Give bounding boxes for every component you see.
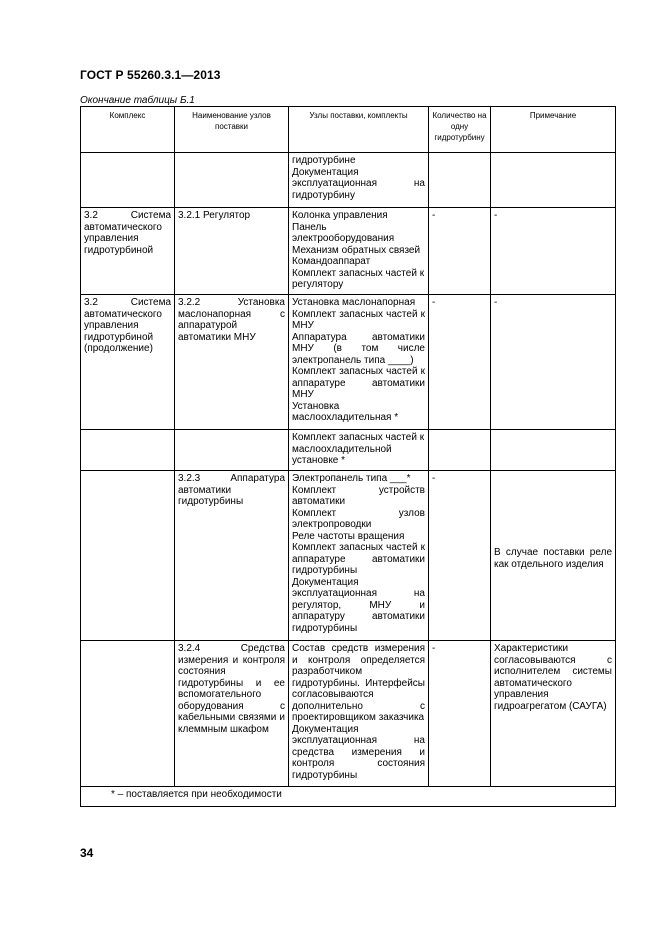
cell-quantity: [429, 153, 491, 208]
cell-items: [289, 430, 429, 471]
item-line: Документация эксплуатационная на средства измерения и контроля состояния гидротурбины: [292, 723, 425, 781]
cell-items: [289, 295, 429, 430]
footnote-row: [81, 787, 616, 807]
item-line: Комплект устройств автоматики: [292, 484, 425, 507]
cell-node: 3.2.1 Регулятор: [175, 208, 289, 295]
item-line: Механизм обратных связей: [292, 244, 421, 256]
cell-items: [289, 471, 429, 641]
item-line: Комплект запасных частей к МНУ: [292, 308, 425, 331]
item-line: Панель электрооборудования: [292, 221, 395, 244]
item-line: Командоаппарат: [292, 256, 371, 267]
column-header-complex: Комплекс: [81, 107, 175, 153]
cell-quantity: [429, 430, 491, 471]
item-line: Установка маслоохладительная *: [292, 400, 399, 423]
cell-complex: [81, 153, 175, 208]
cell-note: В случае поставки реле как отдельного изделия: [491, 471, 616, 641]
table-row: [81, 430, 616, 471]
cell-node: 3.2.2 Установка маслонапорная с аппаратурой автоматики МНУ: [175, 295, 289, 430]
cell-items: [289, 208, 429, 295]
item-line: Документация эксплуатационная на гидротурбину: [292, 166, 425, 201]
cell-node: 3.2.4 Средства измерения и контроля состояния гидротурбины и ее вспомогательного оборудования с кабельными связями и клеммным шкафом: [175, 641, 289, 787]
item-line: Реле частоты вращения: [292, 530, 405, 542]
cell-quantity: -: [429, 641, 491, 787]
cell-note: Характеристики согласовываются с исполнителем системы автоматического управления гидроагрегатом (САУГА): [491, 641, 616, 787]
footnote: * – поставляется при необходимости: [81, 787, 616, 807]
item-line: Комплект запасных частей к маслоохладительной установке *: [292, 432, 425, 466]
cell-complex: [81, 471, 175, 641]
cell-quantity: -: [429, 295, 491, 430]
item-line: Комплект запасных частей к аппаратуре автоматики гидротурбины: [292, 542, 425, 576]
column-header-quantity: Количество на одну гидротурбину: [429, 107, 491, 153]
column-header-note: Примечание: [491, 107, 616, 153]
item-line: Электропанель типа ___*: [292, 473, 411, 484]
cell-complex: [81, 641, 175, 787]
item-line: Колонка управления: [292, 210, 388, 221]
table-row: [81, 295, 616, 430]
table-row: [81, 153, 616, 208]
item-line: Установка маслонапорная: [292, 297, 416, 308]
item-line: Комплект узлов электропроводки: [292, 507, 425, 530]
cell-note: -: [491, 295, 616, 430]
item-line: Документация эксплуатационная на регулятор, МНУ и аппаратуру автоматики гидротурбины: [292, 576, 425, 634]
cell-quantity: -: [429, 471, 491, 641]
cell-node: [175, 430, 289, 471]
cell-node: [175, 153, 289, 208]
cell-complex: 3.2 Система автоматического управления гидротурбиной: [81, 208, 175, 295]
item-line: Комплект запасных частей к регулятору: [292, 267, 425, 290]
item-line: Состав средств измерения и контроля определяется разработчиком гидротурбины. Интерфейсы согласовываются дополнительно с проектировщиком заказчика: [292, 643, 425, 723]
delivery-table: [80, 106, 616, 807]
table-caption: Окончание таблицы Б.1: [80, 95, 195, 106]
cell-note: [491, 430, 616, 471]
cell-note: [491, 153, 616, 208]
column-header-items: Узлы поставки, комплекты: [289, 107, 429, 153]
table-row: [81, 641, 616, 787]
item-line: Комплект запасных частей к аппаратуре автоматики МНУ: [292, 366, 425, 400]
item-line: Аппаратура автоматики МНУ (в том числе электропанель типа ____): [292, 331, 425, 366]
cell-items: [289, 153, 429, 208]
column-header-node-name: Наименование узлов поставки: [175, 107, 289, 153]
cell-node: 3.2.3 Аппаратура автоматики гидротурбины: [175, 471, 289, 641]
item-line: гидротурбине: [292, 155, 356, 166]
cell-complex: 3.2 Система автоматического управления гидротурбиной (продолжение): [81, 295, 175, 430]
cell-complex: [81, 430, 175, 471]
table-header-row: [81, 107, 616, 153]
cell-quantity: -: [429, 208, 491, 295]
table-row: [81, 471, 616, 641]
document-header: ГОСТ Р 55260.3.1—2013: [80, 68, 221, 82]
page-number: 34: [80, 846, 94, 860]
cell-note: -: [491, 208, 616, 295]
cell-items: [289, 641, 429, 787]
table-row: [81, 208, 616, 295]
